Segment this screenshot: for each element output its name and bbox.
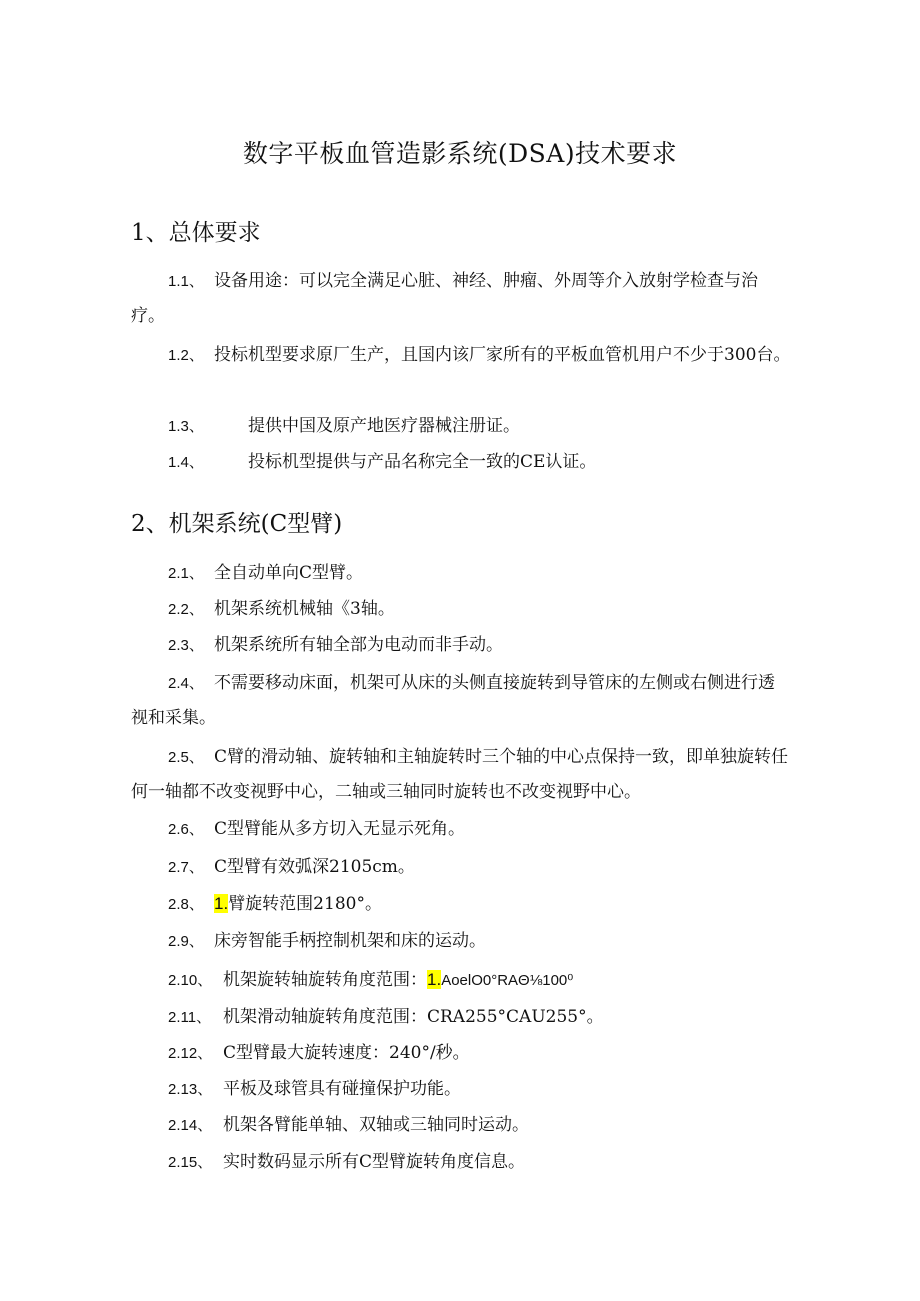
list-item: [131, 409, 791, 444]
item-text: C型臂能从多方切入无显示死角。: [214, 819, 466, 839]
item-number: 2.7、: [168, 859, 204, 876]
list-item: [131, 1108, 791, 1143]
item-number: 2.1、: [168, 565, 204, 582]
item-text: 全自动单向C型臂。: [214, 563, 364, 583]
list-item: [131, 666, 791, 735]
item-number: 1.3、: [168, 418, 204, 435]
highlighted-text: 1.: [427, 970, 442, 989]
list-item: [131, 1036, 791, 1071]
list-item: [131, 592, 791, 627]
item-number: 2.10、: [168, 972, 213, 989]
item-number: 2.5、: [168, 749, 204, 766]
item-number: 2.15、: [168, 1154, 213, 1171]
item-text: 床旁智能手柄控制机架和床的运动。: [214, 931, 486, 951]
item-text: C臂的滑动轴、旋转轴和主轴旋转时三个轴的中心点保持一致，即单独旋转任何一轴都不改变视野中心，二轴或三轴同时旋转也不改变视野中心。: [131, 747, 789, 802]
list-item: [131, 812, 791, 847]
section-heading-gantry: 2、机架系统(C型臂): [131, 511, 343, 537]
list-item: [131, 1000, 791, 1035]
list-item: [131, 924, 791, 959]
item-text: 机架系统所有轴全部为电动而非手动。: [214, 635, 503, 655]
highlighted-text: 1.: [214, 894, 229, 913]
item-number: 2.11、: [168, 1009, 212, 1026]
item-text: 臂旋转范围2180°。: [228, 894, 382, 914]
item-number: 1.2、: [168, 347, 204, 364]
list-item: [131, 1072, 791, 1107]
item-number: 2.8、: [168, 896, 204, 913]
item-number: 2.4、: [168, 675, 204, 692]
item-text: C型臂最大旋转速度：240°/秒。: [223, 1043, 470, 1063]
item-text: 实时数码显示所有C型臂旋转角度信息。: [223, 1152, 526, 1172]
item-number: 2.9、: [168, 933, 204, 950]
item-text: 机架各臂能单轴、双轴或三轴同时运动。: [223, 1115, 529, 1135]
list-item: [131, 556, 791, 591]
item-text: 提供中国及原产地医疗器械注册证。: [248, 416, 520, 436]
list-item: [131, 963, 791, 998]
list-item: [131, 445, 791, 480]
item-number: 2.2、: [168, 601, 204, 618]
list-item: [131, 1145, 791, 1180]
item-text: C型臂有效弧深2105cm。: [214, 857, 415, 877]
item-number: 2.3、: [168, 637, 204, 654]
item-number: 1.1、: [168, 273, 204, 290]
item-number: 2.12、: [168, 1045, 213, 1062]
item-text: 设备用途：可以完全满足心脏、神经、肿瘤、外周等介入放射学检查与治疗。: [131, 271, 758, 326]
item-text: 投标机型提供与产品名称完全一致的CE认证。: [248, 452, 597, 472]
list-item: [131, 887, 791, 922]
item-text: 平板及球管具有碰撞保护功能。: [223, 1079, 461, 1099]
item-text-tail: AoelO0°RAΘ⅛100⁰: [441, 972, 574, 989]
list-item: [131, 628, 791, 663]
item-text: 机架旋转轴旋转角度范围：: [223, 970, 427, 990]
item-text: 机架系统机械轴《3轴。: [214, 599, 395, 619]
list-item: [131, 740, 791, 809]
item-number: 2.13、: [168, 1081, 213, 1098]
section-heading-general: 1、总体要求: [131, 220, 261, 246]
list-item: [131, 850, 791, 885]
list-item: [131, 264, 791, 333]
item-number: 1.4、: [168, 454, 204, 471]
item-number: 2.14、: [168, 1117, 213, 1134]
list-item: [131, 338, 791, 373]
document-title: 数字平板血管造影系统(DSA)技术要求: [242, 139, 678, 168]
item-text: 不需要移动床面，机架可从床的头侧直接旋转到导管床的左侧或右侧进行透视和采集。: [131, 673, 775, 728]
item-text: 机架滑动轴旋转角度范围：CRA255°CAU255°。: [223, 1007, 604, 1027]
item-text: 投标机型要求原厂生产，且国内该厂家所有的平板血管机用户不少于300台。: [214, 345, 791, 365]
item-number: 2.6、: [168, 821, 204, 838]
